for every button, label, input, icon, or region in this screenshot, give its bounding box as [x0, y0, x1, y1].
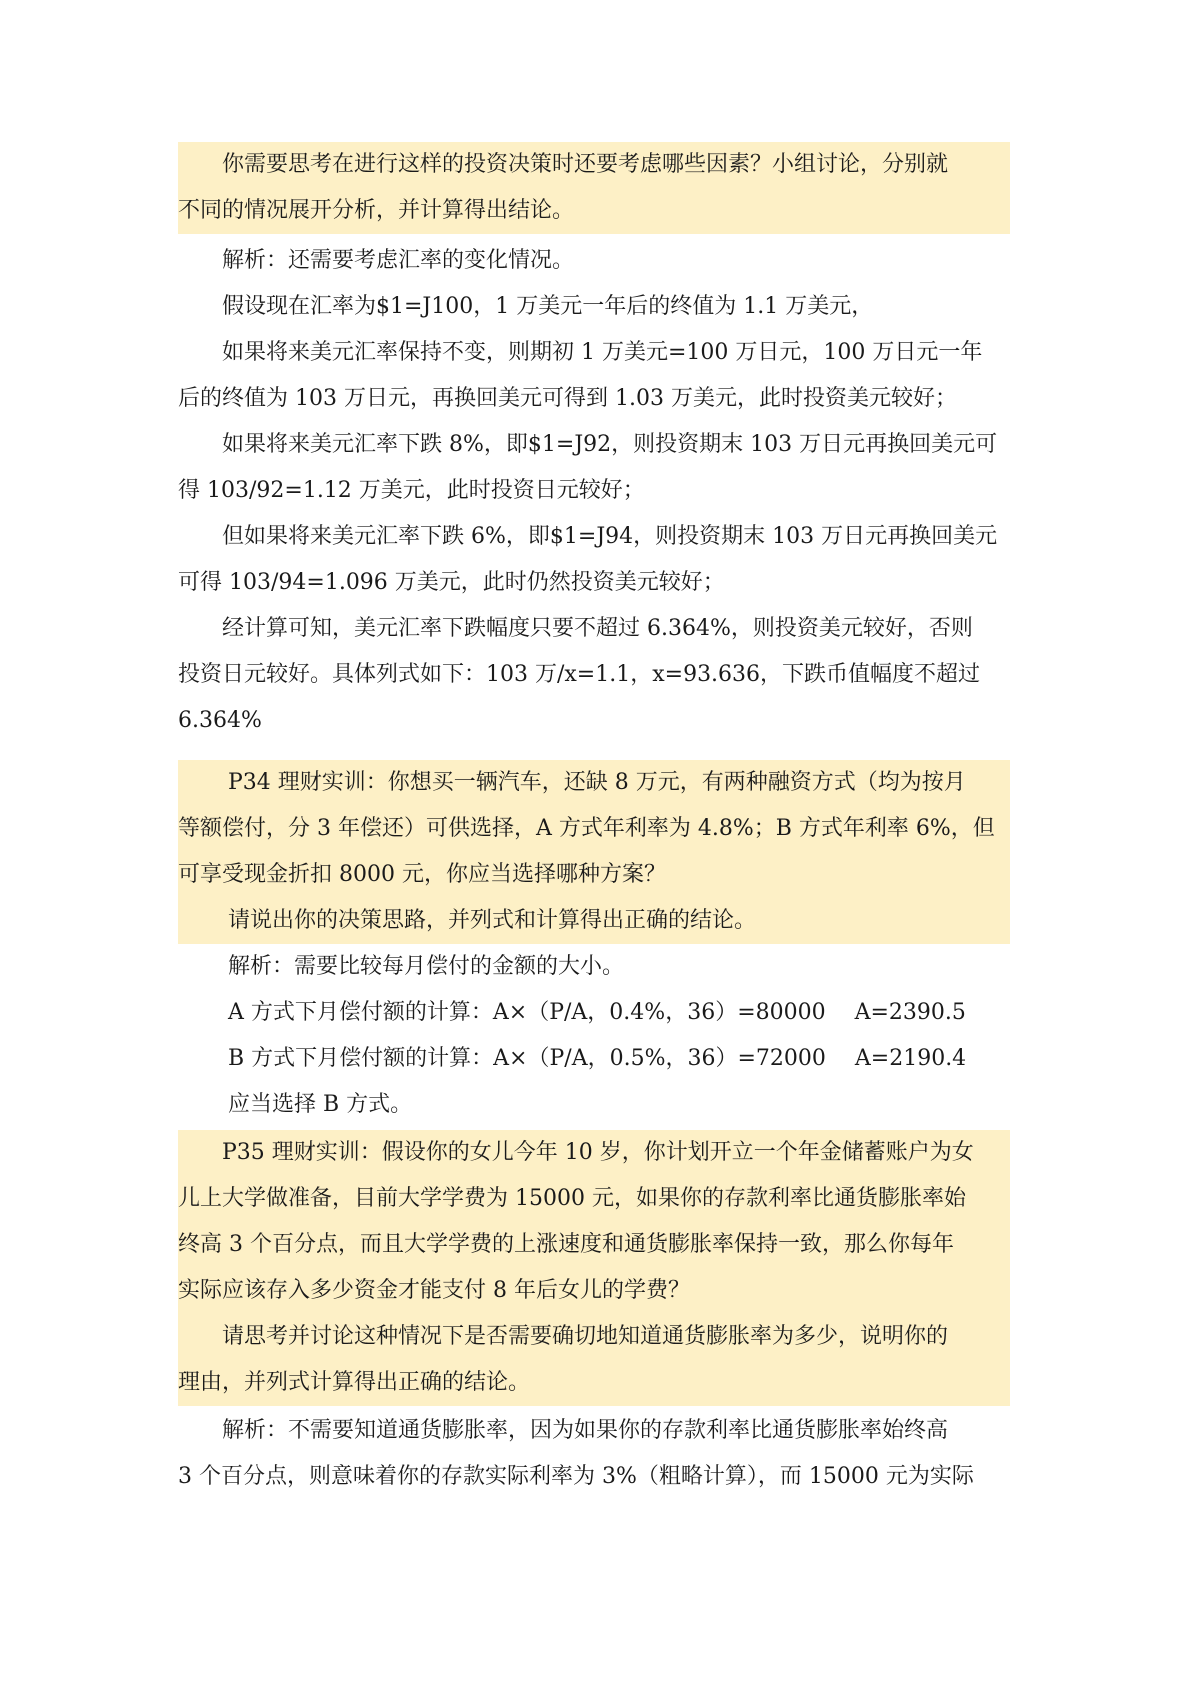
paragraph-line: 儿上大学做准备，目前大学学费为 15000 元，如果你的存款利率比通货膨胀率始	[178, 1186, 966, 1211]
answer-exchange-rate	[178, 238, 1010, 744]
paragraph-line: 解析：不需要知道通货膨胀率，因为如果你的存款利率比通货膨胀率始终高	[222, 1418, 949, 1443]
paragraph-line: 解析：需要比较每月偿付的金额的大小。	[228, 954, 625, 979]
paragraph-line: 假设现在汇率为$1=J100，1 万美元一年后的终值为 1.1 万美元，	[222, 294, 874, 319]
paragraph-line: 可享受现金折扣 8000 元，你应当选择哪种方案？	[178, 862, 666, 887]
question-p34-car-loan	[178, 760, 1010, 944]
paragraph-line: 可得 103/94=1.096 万美元，此时仍然投资美元较好；	[178, 570, 725, 595]
paragraph-line: 理由，并列式计算得出正确的结论。	[178, 1370, 531, 1395]
paragraph-line: 请说出你的决策思路，并列式和计算得出正确的结论。	[228, 908, 757, 933]
paragraph-line: 终高 3 个百分点，而且大学学费的上涨速度和通货膨胀率保持一致，那么你每年	[178, 1232, 954, 1257]
paragraph-line: 不同的情况展开分析，并计算得出结论。	[178, 198, 575, 223]
answer-p34	[178, 944, 1010, 1128]
paragraph-line: 得 103/92=1.12 万美元，此时投资日元较好；	[178, 478, 645, 503]
paragraph-line: B 方式下月偿付额的计算：A×（P/A，0.5%，36）=72000 A=2190.4	[228, 1046, 967, 1071]
paragraph-line: 如果将来美元汇率保持不变，则期初 1 万美元=100 万日元，100 万日元一年	[222, 340, 983, 365]
question-p35-tuition	[178, 1130, 1010, 1406]
paragraph-line: A 方式下月偿付额的计算：A×（P/A，0.4%，36）=80000 A=2390.5	[228, 1000, 966, 1025]
paragraph-line: 3 个百分点，则意味着你的存款实际利率为 3%（粗略计算），而 15000 元为实际	[178, 1464, 974, 1489]
paragraph-line: 投资日元较好。具体列式如下：103 万/x=1.1，x=93.636，下跌币值幅度不超过	[178, 662, 981, 687]
paragraph-line: 请思考并讨论这种情况下是否需要确切地知道通货膨胀率为多少，说明你的	[222, 1324, 949, 1349]
paragraph-line: 但如果将来美元汇率下跌 6%，即$1=J94，则投资期末 103 万日元再换回美元	[222, 524, 998, 549]
paragraph-line: P35 理财实训：假设你的女儿今年 10 岁，你计划开立一个年金储蓄账户为女	[222, 1140, 974, 1165]
paragraph-line: 应当选择 B 方式。	[228, 1092, 413, 1117]
paragraph-line: 如果将来美元汇率下跌 8%，即$1=J92，则投资期末 103 万日元再换回美元可	[222, 432, 998, 457]
answer-p35	[178, 1408, 1010, 1500]
paragraph-line: 等额偿付，分 3 年偿还）可供选择，A 方式年利率为 4.8%；B 方式年利率 6%，但	[178, 816, 995, 841]
paragraph-line: 解析：还需要考虑汇率的变化情况。	[222, 248, 575, 273]
paragraph-line: P34 理财实训：你想买一辆汽车，还缺 8 万元，有两种融资方式（均为按月	[228, 770, 966, 795]
paragraph-line: 实际应该存入多少资金才能支付 8 年后女儿的学费？	[178, 1278, 690, 1303]
paragraph-line: 6.364%	[178, 708, 262, 733]
question-investment-factors	[178, 142, 1010, 234]
paragraph-line: 经计算可知，美元汇率下跌幅度只要不超过 6.364%，则投资美元较好，否则	[222, 616, 973, 641]
paragraph-line: 你需要思考在进行这样的投资决策时还要考虑哪些因素？小组讨论，分别就	[222, 152, 949, 177]
paragraph-line: 后的终值为 103 万日元，再换回美元可得到 1.03 万美元，此时投资美元较好；	[178, 386, 957, 411]
